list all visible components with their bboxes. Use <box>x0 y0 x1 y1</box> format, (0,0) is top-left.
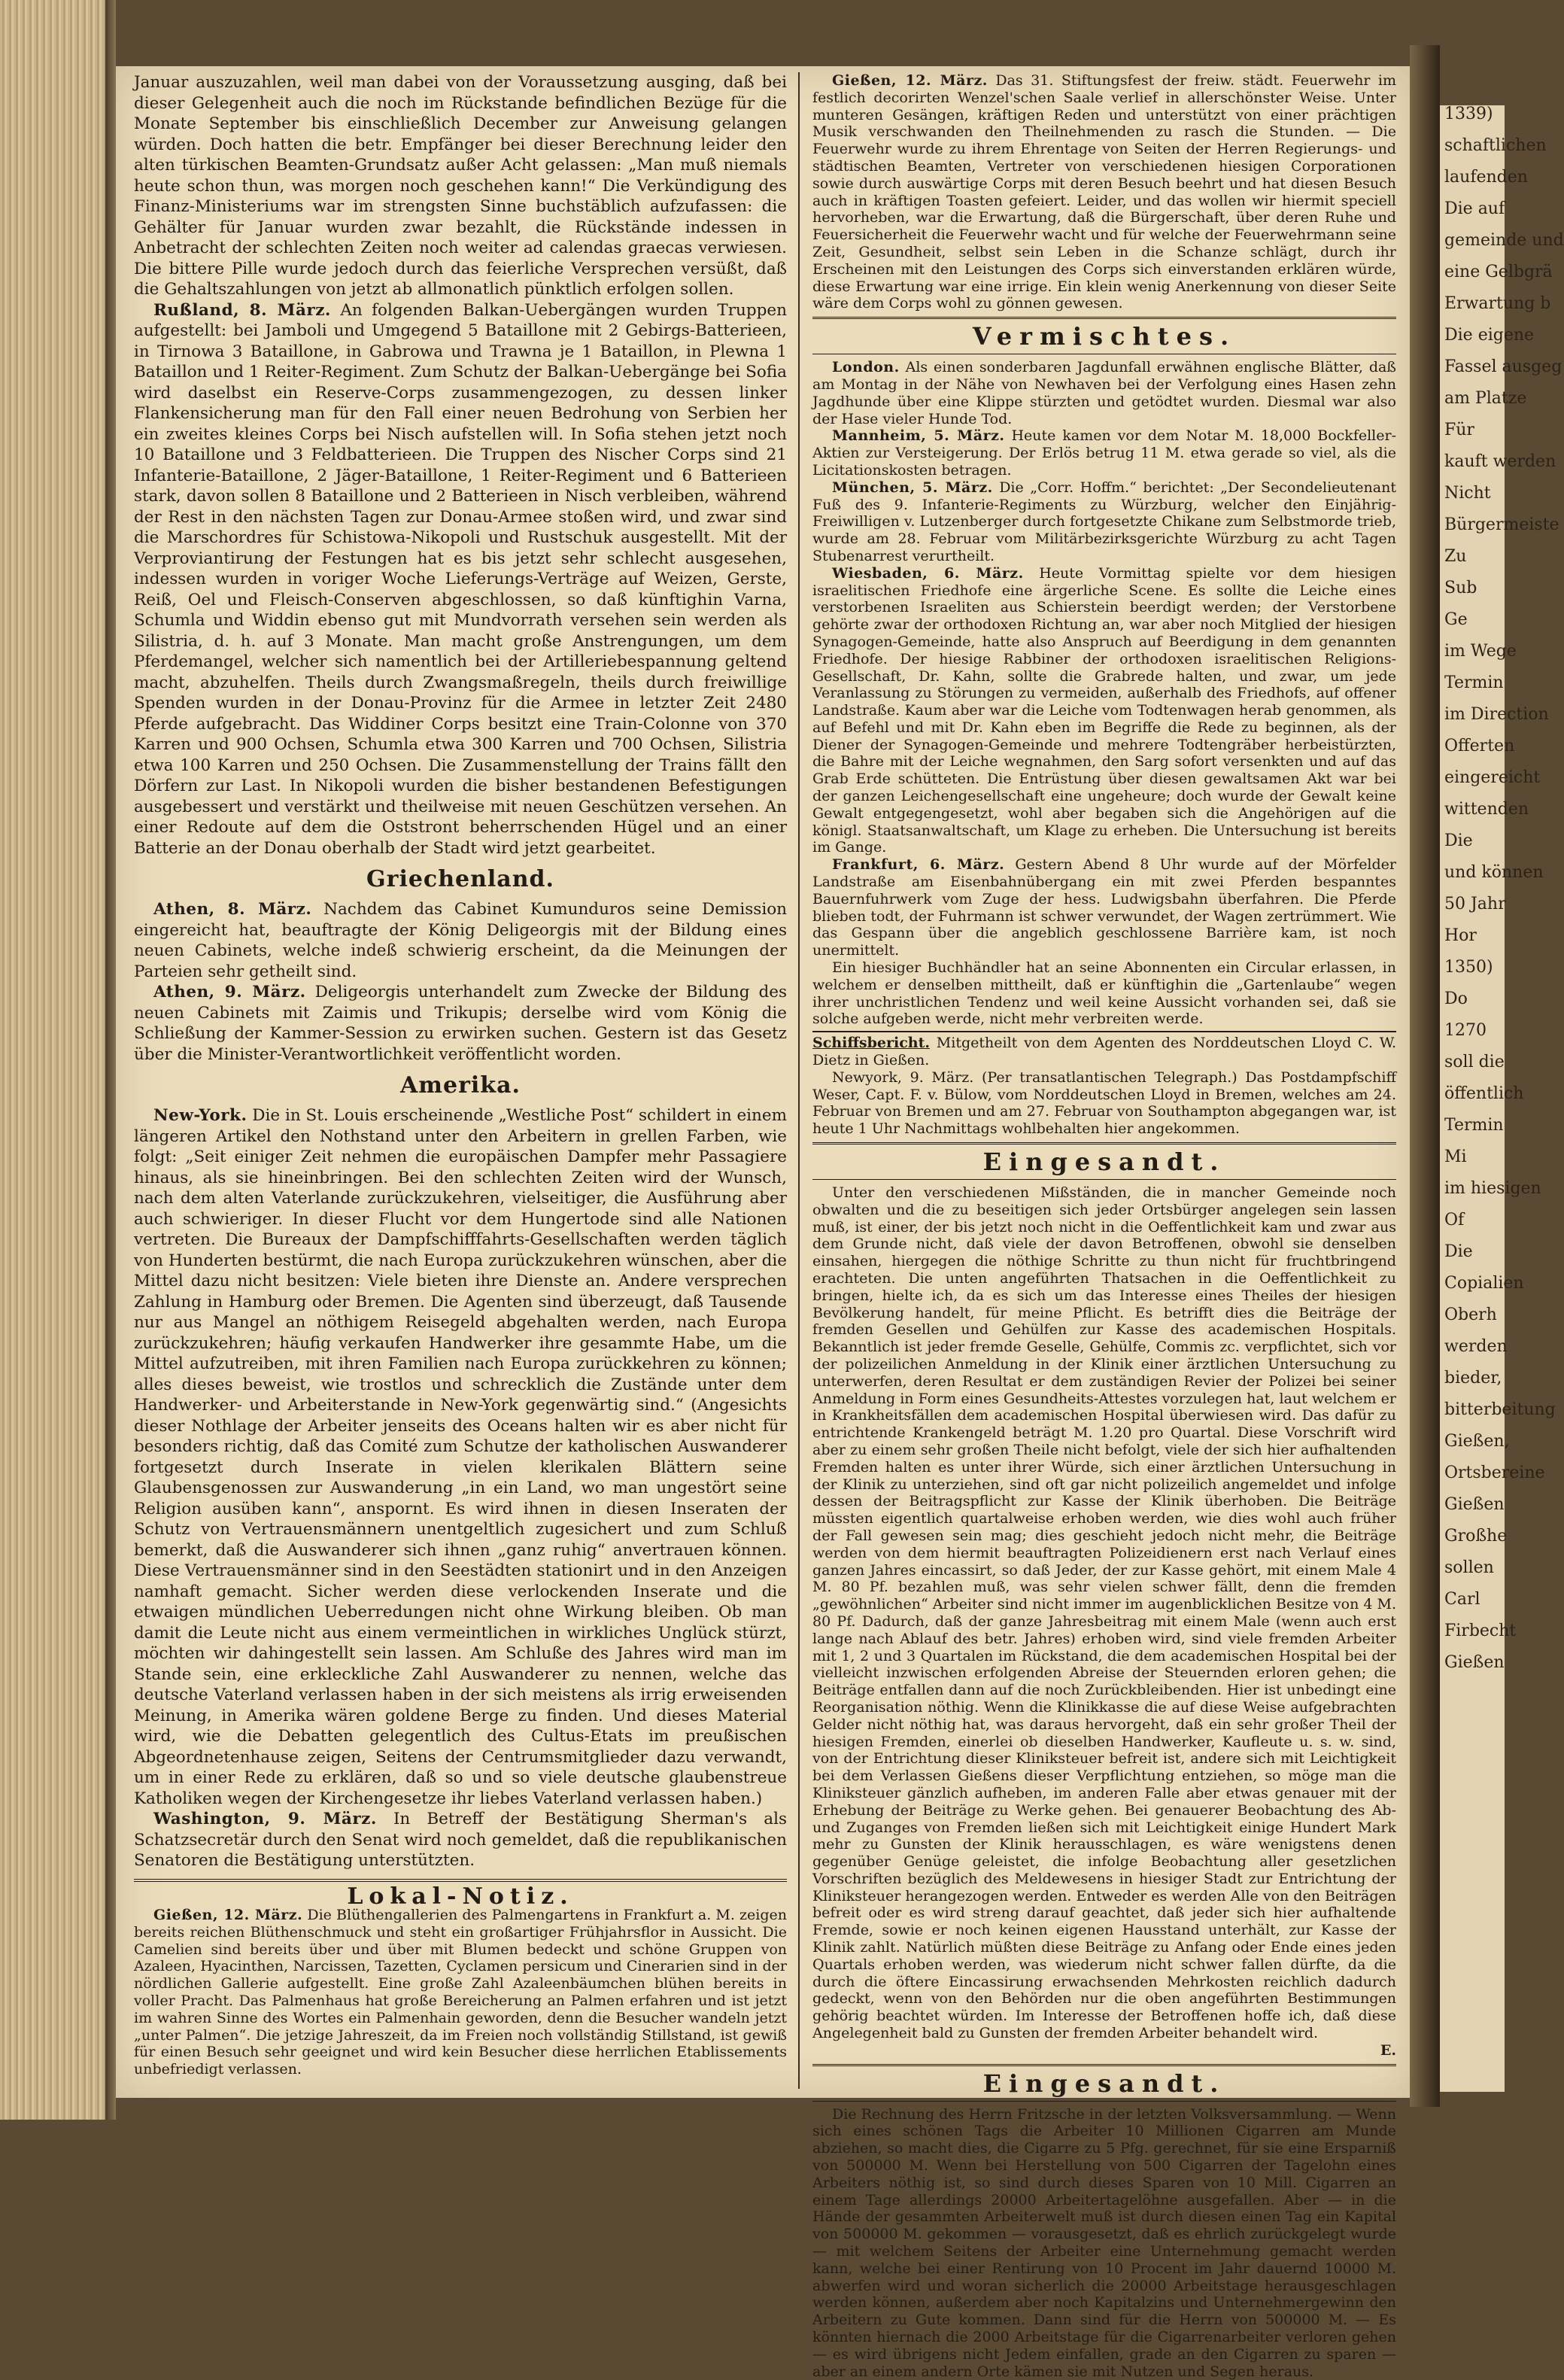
adjacent-page-fragment-text: Bürgermeiste <box>1444 515 1559 534</box>
article-washington <box>134 1809 787 1871</box>
adjacent-page-fragment-text: 50 Jahr <box>1444 895 1506 913</box>
text-frankfurt: Gestern Abend 8 Uhr wurde auf der Mörfelder Landstraße am Eisenbahnübergang ein mit zwei Pferden bespanntes Bauernfuhrwerk vom Zuge der hess. Ludwigsbahn überfahren. Die Pferde blieben todt, der Fuhrmann ist schwer verwundet, der Wagen zertrümmert. Wie das Gespann über die angeblich geschlossene Barrière kam, ist noch unermittelt. <box>812 856 1396 959</box>
adjacent-page-fragment-text: werden <box>1444 1337 1508 1356</box>
adjacent-page-fragment-text: Termin <box>1444 673 1504 692</box>
adjacent-page-fragment-text: kauft werden <box>1444 452 1556 471</box>
adjacent-page-fragment-text: Ge <box>1444 610 1468 629</box>
article-newyork <box>134 1105 787 1809</box>
text-giessen: Das 31. Stiftungsfest der freiw. städt. Feuerwehr im festlich decorirten Wenzel'schen Saale verlief in allerschönster Weise. Unter munteren Gesängen, kräftigen Reden und unterstützt von einer prächtigen Musik verschwanden den Theilnehmenden zu rasch die Stunden. — Die Feuerwehr wurde zu ihrem Ehrentage von Seiten der Herren Regierungs- und städtischen Beamten, Vertreter von verschiedenen hiesigen Corporationen sowie durch auswärtige Corps mit deren Besuch beehrt und hat diesen Besuch auch in kräftigen Toasten gefeiert. Leider, und das wollen wir hiermit speciell hervorheben, war die Erwartung, daß die Bürgerschaft, über deren Ruhe und Feuersicherheit die Feuerwehr wacht und für welche der Feuerwehrmann seine Zeit, Gesundheit, selbst sein Leben in die Schanze schlägt, durch ihr Erscheinen mit den Leistungen des Corps sich einverstanden erklären würde, diese Erwartung war eine irrige. Ein klein wenig Anerkennung von dieser Seite wäre dem Corps wohl zu gönnen gewesen. <box>812 72 1396 312</box>
adjacent-page-fragment-text: Die auf <box>1444 199 1505 218</box>
adjacent-page-fragment-text: Carl <box>1444 1590 1480 1609</box>
adjacent-page-fragment-text: Gießen <box>1444 1495 1505 1514</box>
text-newyork: Die in St. Louis erscheinende „Westliche Post“ schildert in einem längeren Artikel den Nothstand unter den Arbeitern in grellen Farben, wie folgt: „Seit einiger Zeit nehmen die europäischen Dampfer mehr Passagiere hinaus, als sie hineinbringen. Bei den schlechten Zeiten wird der Wunsch, nach dem alten Vaterlande zurückzukehren, vielseitiger, die Ausführung aber auch schwieriger. In dieser Flucht vor dem Hungertode sind alle Nationen vertreten. Die Bureaux der Dampfschifffahrts-Gesellschaften werden täglich von Hunderten bestürmt, die nach Europa zurückzukehren wünschen, aber die Mittel dazu nicht besitzen: Viele bieten ihre Dienste an. Andere versprechen Zahlung in Hamburg oder Bremen. Die Agenten sind überzeugt, daß Tausende nur aus Mangel an nöthigem Reisegeld abgehalten werden, nach Europa zurückzukehren; häufig verkaufen Handwerker ihre gesammte Habe, um die Mittel aufzutreiben, mit ihren Familien nach Europa zurückkehren zu können; alles dieses beweist, wie trostlos und schrecklich die Zustände unter dem Handwerker- und Arbeiterstande in New-York gegenwärtig sind.“ (Angesichts dieser Nothlage der Arbeiter jenseits des Oceans halten wir es aber nicht für besonders richtig, daß das Comité zum Schutze der katholischen Auswanderer fortgesetzt durch Inserate in vielen klerikalen Blättern seine Glaubensgenossen zur Auswanderung „in ein Land, wo man ungestört seine Religion ausüben kann“, anspornt. Es wird ihnen in diesen Inseraten der Schutz von Vertrauensmännern unentgeltlich zugesichert und zum Schluß bemerkt, daß die Auswanderer sich ihnen „ganz ruhig“ anvertrauen können. Diese Vertrauensmänner sind in den Seestädten stationirt und in den Anzeigen namhaft gemacht. Sicher werden diese verlockenden Inserate und die etwaigen mündlichen Ueberredungen nicht ohne Wirkung bleiben. Ob man damit die Leute nicht aus einem vermeintlichen in wirkliches Unglück stürzt, möchten wir dahingestellt sein lassen. Am Schluße des Jahres wird man im Stande sein, eine erkleckliche Zahl Auswanderer zu nennen, welche das deutsche Vaterland verlassen haben in der sich meistens als irrig erweisenden Meinung, in Amerika wären goldene Berge zu finden. Und dieses Material wird, wie die Debatten gelegentlich des Cultus-Etats im preußischen Abgeordnetenhause zeigen, Seitens der Centrumsmitglieder dazu verwandt, um in einer Rede zu erklären, daß so und so viele deutsche glaubenstreue Katholiken wegen der Kirchengesetze ihr liebes Vaterland verlassen haben.) <box>134 1106 787 1808</box>
adjacent-page-fragment-text: im hiesigen <box>1444 1179 1541 1198</box>
adjacent-page-fragment-text: sollen <box>1444 1558 1494 1577</box>
text-athen-2: Deligeorgis unterhandelt zum Zwecke der Bildung des neuen Cabinets mit Zaimis und Trikupis; derselbe wird vom König die Schließung der Kammer-Session zu erwirken suchen. Gestern ist das Gesetz über die Minister-Verantwortlichkeit veröffentlicht worden. <box>134 983 787 1064</box>
heading-lokal-notiz: Lokal-Notiz. <box>134 1879 787 1907</box>
article-frankfurt <box>812 856 1396 959</box>
adjacent-page-fragment-text: Großhe <box>1444 1527 1508 1546</box>
adjacent-page-fragment-text: Hor <box>1444 926 1477 945</box>
adjacent-page-fragment-text: 1339) <box>1444 105 1493 123</box>
adjacent-page-fragment-text: im Direction <box>1444 705 1549 724</box>
adjacent-page-fragment-text: 1270 <box>1444 1021 1487 1040</box>
schiffsbericht-intro: Mitgetheilt von dem Agenten des Norddeutschen Lloyd C. W. Dietz in Gießen. <box>812 1035 1396 1069</box>
heading-griechenland: Griechenland. <box>366 866 554 892</box>
article-lokal <box>134 1907 787 2078</box>
adjacent-page-fragment-text: bitterbeitung <box>1444 1400 1556 1419</box>
adjacent-page-fragment-text: Ortsbereine <box>1444 1464 1545 1482</box>
dateline-giessen: Gießen, 12. März. <box>832 72 988 89</box>
adjacent-page-fragment-text: Zu <box>1444 547 1467 566</box>
adjacent-page-fragment-text: Erwartung b <box>1444 294 1551 313</box>
dateline-athen-2: Athen, 9. März. <box>153 983 306 1002</box>
article-russland <box>134 300 787 859</box>
adjacent-page-fragment-text: Firbecht <box>1444 1622 1517 1640</box>
text-london: Als einen sonderbaren Jagdunfall erwähnen englische Blätter, daß am Montag in der Nähe von Newhaven bei der Verfolgung eines Hasen zehn Jagdhunde über eine Klippe stürzten und getödtet wurden. Diesmal war also der Hase vieler Hunde Tod. <box>812 359 1396 427</box>
adjacent-page-fragment-text: öffentlich <box>1444 1084 1524 1103</box>
dateline-london: London. <box>832 359 900 376</box>
adjacent-page-fragment-text: Die <box>1444 1242 1473 1261</box>
heading-vermischtes: Vermischtes. <box>812 317 1396 354</box>
adjacent-page-fragment-text: Termin <box>1444 1116 1504 1135</box>
adjacent-page-fragment-text: schaftlichen <box>1444 136 1547 155</box>
heading-eingesandt-1: Eingesandt. <box>812 1142 1396 1180</box>
adjacent-page-fragment-text: Fassel ausgeg <box>1444 357 1562 376</box>
adjacent-page-fragment-text: wittenden <box>1444 800 1529 819</box>
left-column <box>134 72 787 2078</box>
dateline-mannheim: Mannheim, 5. März. <box>832 427 1005 445</box>
adjacent-page-fragment-text: am Platze <box>1444 389 1527 408</box>
dateline-newyork: New-York. <box>153 1106 248 1125</box>
book-binding <box>0 0 105 2120</box>
adjacent-page-fragment-text: Gießen <box>1444 1653 1505 1672</box>
text-wiesbaden: Heute Vormittag spielte vor dem hiesigen israelitischen Friedhofe eine ärgerliche Scene. Es sollte die Leiche eines verstorbenen Israeliten aus Schierstein beerdigt werden; der Verstorbene gehörte zwar der orthodoxen Richtung an, war aber noch Mitglied der hiesigen Synagogen-Gemeinde, hatte also Anspruch auf Beerdigung in dem genannten Friedhofe. Der hiesige Rabbiner der orthodoxen israelitischen Religions-Gesellschaft, Dr. Kahn, sollte die Grabrede halten, und zwar, um jede Veranlassung zu Störungen zu vermeiden, außerhalb des Friedhofs, auf offener Landstraße. Kaum aber war die Leiche vom Todtenwagen herab genommen, als auf Befehl und mit Dr. Kahn eben im Begriffe die Rede zu beginnen, als der Diener der Synagogen-Gemeinde und mehrere Todtengräber herbeistürzten, die Bahre mit der Leiche wegnahmen, den Sarg sofort versenkten und auf das Grab Erde schütteten. Die Entrüstung über diesen gewaltsamen Akt war bei der ganzen Leichengesellschaft eine ungeheure; doch wurde der Gewalt keine Gewalt entgegengesetzt, wohl aber begaben sich die Angehörigen auf die königl. Staatsanwaltschaft, um Klage zu erheben. Die Untersuchung ist bereits im Gange. <box>812 564 1396 856</box>
adjacent-page-fragment-text: Oberh <box>1444 1306 1497 1324</box>
column-rule <box>798 72 800 2089</box>
dateline-washington: Washington, 9. März. <box>153 1810 377 1828</box>
text-washington: In Betreff der Bestätigung Sherman's als Schatzsecretär durch den Senat wird noch gemeldet, daß die republikanischen Senatoren die Bestätigung unterstützten. <box>134 1810 787 1870</box>
adjacent-page-fragment-text: und können <box>1444 863 1544 882</box>
text-eingesandt-2: Die Rechnung des Herrn Fritzsche in der letzten Volksversammlung. — Wenn sich eines schönen Tags die Arbeiter 10 Millionen Cigarren am Munde abziehen, so macht dies, die Cigarre zu 5 Pfg. gerechnet, für sie eine Ersparniß von 500000 M. Wenn bei Herstellung von 500 Cigarren der Tagelohn eines Arbeiters nöthig ist, so sind durch dieses Sparen von 10 Mill. Cigarren an einem Tage allerdings 20000 Arbeitertagelöhne ausgefallen. Aber — in die Hände der gesammten Arbeiterwelt muß ist durch diesen einen Tag ein Kapital von 500000 M. gekommen — vorausgesetzt, daß es ehrlich zurückgelegt wurde — mit welchem Seitens der Arbeiter eine Unternehmung gemacht werden kann, welche bei einer Rentirung von 10 Procent im Jahr dauernd 10000 M. abwerfen wird und woran sicherlich die 20000 Arbeitstage herausgeschlagen werden können, außerdem aber noch Kapitalzins und Unternehmergewinn den Arbeitern zu Gute kommen. Dann sind für die Herrn von 500000 M. — Es könnten hiernach die 2000 Arbeitstage für die Cigarrenarbeiter verloren gehen — es wird übrigens nicht Jedem einfallen, grade an den Cigarren zu sparen — aber an einem andern Orte kämen sie mit Nutzen und Segen heraus. <box>812 2105 1396 2380</box>
adjacent-page-fragment-text: Do <box>1444 989 1468 1008</box>
text-eingesandt-1: Unter den verschiedenen Mißständen, die in mancher Gemeinde noch obwalten und die zu beseitigen sich jeder Ortsbürger angelegen sein lassen muß, ist einer, der bis jetzt noch nicht in die Oeffentlichkeit kam und zwar aus dem Grunde nicht, daß viele der davon Betroffenen, obwohl sie denselben einsahen, hiergegen die nöthige Schritte zu thun nicht für fruchtbringend erachteten. Die unten angeführten Thatsachen in die Oeffentlichkeit zu bringen, hielte ich, da es sich um das Interesse eines Theiles der hiesigen Bevölkerung handelt, für meine Pflicht. Es betrifft dies die Beiträge der fremden Gesellen und Gehülfen zur Kasse des academischen Hospitals. Bekanntlich ist jeder fremde Geselle, Gehülfe, Commis zc. verpflichtet, sich vor der polizeilichen Anmeldung in der Klinik einer ärztlichen Untersuchung zu unterwerfen, deren Resultat er dem zuständigen Revier der Polizei bei seiner Anmeldung in Form eines Gesundheits-Attestes vorzulegen hat, laut welchem er in Krankheitsfällen dem academischen Hospital überwiesen wird. Das dafür zu entrichtende Krankengeld beträgt M. 1.20 pro Quartal. Diese Vorschrift wird aber zu einem sehr großen Theile nicht befolgt, viele der sich hier aufhaltenden Fremden halten es unter ihrer Würde, sich einer ärztlichen Untersuchung in der Klinik zu unterziehen, sind oft gar nicht polizeilich angemeldet und infolge dessen der Beitragspflicht zur Kasse der Klinik überhoben. Die Beiträge müssten eigentlich quartalweise erhoben werden, wie dies wohl auch früher der Fall gewesen sein mag; dies geschieht jedoch nicht mehr, die Beiträge werden von dem hiermit beauftragten Polizeidienern erst nach Verlauf eines ganzen Jahres eincassirt, so daß Jeder, der zur Kasse gehört, mit einem Male 4 M. 80 Pf. bezahlen muß, was sehr vielen schwer fällt, denn die fremden „gewöhnlichen“ Arbeiter sind nicht immer im augenblicklichen Besitze von 4 M. 80 Pf. Dadurch, daß der ganze Jahresbeitrag mit einem Male (wenn auch erst lange nach Ablauf des betr. Jahres) erhoben wird, sind viele fremden Arbeiter mit 1, 2 und 3 Quartalen im Rückstand, die dem academischen Hospital bei der vielleicht inzwischen erfolgenden Abreise der Steuernden erloren gehen; die Beiträge entfallen dann auf die noch Zurückbleibenden. Hier ist unbedingt eine Reorganisation nöthig. Wenn die Klinikkasse die auf diese Weise aufgebrachten Gelder nicht nöthig hat, was daraus hervorgeht, daß ein sehr großer Theil der hiesigen Fremden, einerlei ob dieselben Handwerker, Kaufleute u. s. w. sind, von der Entrichtung dieser Kliniksteuer befreit ist, andere sich mit Leichtigkeit bei dem Verlassen Gießens dieser Verpflichtung entziehen, so möge man die Kliniksteuer gänzlich aufheben, im anderen Falle aber etwas genauer mit der Erhebung der Beiträge zu Werke gehen. Bei genauerer Beobachtung des Ab- und Zuganges von Fremden ließen sich mit Leichtigkeit einige Hundert Mark mehr zu Gunsten der Klinik herausschlagen, es wäre wenigstens denen gegenüber Genüge geleistet, die infolge Beobachtung aller gesetzlichen Vorschriften bezüglich des Meldewesens in hiesiger Stadt zur Entrichtung der Kliniksteuer herangezogen werden. Entweder es werden Alle von den Beiträgen befreit oder es wird streng darauf geachtet, daß jeder sich hier aufhaltende Fremde, sowie er noch keinen eigenen Hausstand unterhält, zur Kasse der Klinik zahlt. Natürlich müßten diese Beiträge zu Anfang oder Ende eines jeden Quartals erhoben werden, was wiederum nicht schwer fallen dürfte, da die durch die öftere Eincassirung erwachsenden Mehrkosten reichlich dadurch gedeckt, wenn von den Behörden nur die oben angeführten Bestimmungen gehörig beachtet würden. Im Interesse der Betroffenen hoffe ich, daß diese Angelegenheit bald zu Gunsten der fremden Arbeiter behandelt wird. <box>812 1184 1396 2042</box>
adjacent-page-fragment-text: Copialien <box>1444 1274 1524 1293</box>
intro-paragraph: Januar auszuzahlen, weil man dabei von der Voraussetzung ausging, daß bei dieser Gelegenheit auch die noch im Rückstande befindlichen Bezüge für die Monate September bis einschließlich December zur Anweisung gelangen würden. Doch hatten die betr. Empfänger bei dieser Berechnung leider den alten türkischen Beamten-Grundsatz außer Acht gelassen: „Man muß niemals heute schon thun, was morgen noch geschehen kann!“ Die Verkündigung des Finanz-Ministeriums war im strengsten Sinne buchstäblich aufzufassen: die Gehälter für Januar wurden zwar bezahlt, die Rückstände indessen in Anbetracht der schlechten Zeiten noch weiter ad calendas graecas verwiesen. Die bittere Pille wurde jedoch durch das feierliche Versprechen versüßt, daß die Gehaltszahlungen von jetzt ab allmonatlich pünktlich erfolgen sollen. <box>134 73 787 299</box>
article-giessen-feuerwehr <box>812 72 1396 312</box>
schiffsbericht <box>812 1031 1396 1069</box>
text-muenchen: Die „Corr. Hoffm.“ berichtet: „Der Secondelieutenant Fuß des 9. Infanterie-Regiments zu Würzburg, welcher den Einjährig-Freiwilligen v. Lutzenberger durch fortgesetzte Chikane zum Selbstmorde trieb, wurde am 28. Februar vom Militärbezirksgerichte Würzburg zu acht Tagen Stubenarrest verurtheilt. <box>812 479 1396 564</box>
adjacent-page-fragment-text: Sub <box>1444 579 1477 597</box>
dateline-russland: Rußland, 8. März. <box>153 300 331 320</box>
dateline-athen-1: Athen, 8. März. <box>153 900 312 919</box>
adjacent-page-fragment-text: Die eigene <box>1444 326 1535 345</box>
dateline-wiesbaden: Wiesbaden, 6. März. <box>832 564 1024 582</box>
heading-eingesandt-2: Eingesandt. <box>812 2064 1396 2102</box>
heading-schiffsbericht: Schiffsbericht. <box>812 1035 930 1052</box>
dateline-frankfurt: Frankfurt, 6. März. <box>832 856 1005 874</box>
adjacent-page-fragment-text: eine Gelbgrä <box>1444 263 1553 281</box>
article-wiesbaden <box>812 565 1396 857</box>
heading-amerika: Amerika. <box>400 1072 521 1099</box>
adjacent-page-fragment-text: Gießen, <box>1444 1432 1510 1451</box>
adjacent-page-fragment-text: Mi <box>1444 1147 1467 1166</box>
text-athen-1: Nachdem das Cabinet Kumunduros seine Demission eingereicht hat, beauftragte der König Deligeorgis mit der Bildung eines neuen Cabinets, welche indeß schwierig erscheint, da die Meinungen der Parteien sehr getheilt sind. <box>134 900 787 981</box>
binding-shadow <box>105 0 116 2120</box>
article-athen-1 <box>134 899 787 982</box>
adjacent-page-fragment-text: bieder, <box>1444 1369 1502 1388</box>
adjacent-page-fragment-text: laufenden <box>1444 168 1528 187</box>
adjacent-page-fragment-text: Für <box>1444 421 1474 439</box>
adjacent-page-fragment-text: soll die <box>1444 1053 1505 1071</box>
article-buchhaendler: Ein hiesiger Buchhändler hat an seine Abonnenten ein Circular erlassen, in welchem er denselben mittheilt, daß er künftighin die „Gartenlaube“ wegen ihrer unchristlichen Tendenz und weil keine Aussicht vorhanden sei, daß sie solche aufgeben werde, nicht mehr verbreiten werde. <box>812 959 1396 1028</box>
adjacent-page-fragment-text: Nicht <box>1444 484 1491 503</box>
text-russland: An folgenden Balkan-Uebergängen wurden Truppen aufgestellt: bei Jamboli und Umgegend 5 Bataillone mit 2 Gebirgs-Batterieen, in Tirnowa 3 Bataillone, in Gabrowa und Trawna je 1 Bataillon, in Plewna 1 Bataillon und 1 Reiter-Regiment. Zum Schutz der Balkan-Uebergänge bei Sofia wird daselbst ein Reserve-Corps zusammengezogen, zu dessen linker Flankensicherung man für den Fall einer neuen Bedrohung von Serbien her ein zweites kleines Corps bei Nisch aufstellen will. In Sofia stehen jetzt noch 10 Bataillone und 3 Feldbatterieen. Die Truppen des Nischer Corps sind 21 Infanterie-Bataillone, 2 Jäger-Bataillone, 1 Reiter-Regiment und 6 Batterieen stark, davon sollen 8 Bataillone und 2 Batterieen in Nisch verbleiben, während der Rest in den nächsten Tagen zur Donau-Armee stoßen wird, und zwar sind die Marschordres für Schistowa-Nikopoli und Rustschuk ausgestellt. Mit der Verproviantirung der Festungen hat es bis jetzt sehr schlecht ausgesehen, indessen wurden in voriger Woche Lieferungs-Verträge auf Weizen, Gerste, Reiß, Oel und Fleisch-Conserven abgeschlossen, so daß künftighin Varna, Schumla und Widdin ebenso gut mit Mundvorrath versehen sein werden als Silistria, d. h. auf 3 Monate. Man macht große Anstrengungen, um dem Pferdemangel, welcher sich namentlich bei der Artilleriebespannung geltend macht, abzuhelfen. Theils durch Zwangsmaßregeln, theils durch freiwillige Spenden wurden in der Donau-Provinz für die Armee in letzter Zeit 2480 Pferde aufgebracht. Das Widdiner Corps besitzt eine Train-Colonne von 370 Karren und 900 Ochsen, Schumla etwa 300 Karren und 700 Ochsen, Silistria etwa 100 Karren und 250 Ochsen. Die Zusammenstellung der Trains fällt den Dörfern zur Last. In Nikopoli wurden die bisher bestandenen Befestigungen ausgebessert und verstärkt und theilweise mit neuen Geschützen versehen. An einer Redoute auf dem die Oststront beherrschenden Hügel und an einer Batterie an der Donau oberhalb der Stadt wird jetzt gearbeitet. <box>134 300 787 858</box>
adjacent-page-fragment-text: 1350) <box>1444 958 1493 977</box>
adjacent-page-fragment-text: Offerten <box>1444 737 1515 755</box>
right-column <box>812 72 1396 2380</box>
text-mannheim: Heute kamen vor dem Notar M. 18,000 Bockfeller-Aktien zur Versteigerung. Der Erlös betrug 11 M. etwa gerade so viel, als die Licitationskosten betragen. <box>812 427 1396 479</box>
article-mannheim <box>812 427 1396 479</box>
signature-eingesandt-1: E. <box>1380 2041 1396 2059</box>
text-lokal: Die Blüthengallerien des Palmengartens in Frankfurt a. M. zeigen bereits reichen Blüthenschmuck und steht ein großartiger Frühjahrsflor in Aussicht. Die Camelien sind bereits über und über mit Blumen bedeckt und schöne Gruppen von Azaleen, Hyacinthen, Narcissen, Tazetten, Cyclamen persicum und Cinerarien sind in der nördlichen Gallerie aufgestellt. Eine große Zahl Azaleenbäumchen blühen bereits in voller Pracht. Das Palmenhaus hat große Bereicherung an Palmen erfahren und ist jetzt im wahren Sinne des Wortes ein Palmenhain geworden, denn die Besucher wandeln jetzt „unter Palmen“. Die jetzige Jahreszeit, da im Freien noch vollständig Stillstand, ist gewiß für einen Besuch sehr geeignet und wird kein Besucher diese herrlichen Etablissements unbefriedigt verlassen. <box>134 1907 788 2078</box>
adjacent-page-fragment <box>1440 105 1564 2092</box>
schiffsbericht-text: Newyork, 9. März. (Per transatlantischen Telegraph.) Das Postdampfschiff Weser, Capt. F. v. Bülow, vom Norddeutschen Lloyd in Bremen, welches am 24. Februar von Bremen und am 27. Februar von Southampton abgegangen war, ist heute 1 Uhr Nachmittags wohlbehalten hier angekommen. <box>812 1068 1396 1138</box>
adjacent-page-fragment-text: Die <box>1444 831 1473 850</box>
dateline-lokal: Gießen, 12. März. <box>153 1907 303 1923</box>
adjacent-page-fragment-text: Of <box>1444 1211 1465 1230</box>
page-gutter <box>1410 45 1440 2107</box>
article-london <box>812 359 1396 427</box>
article-athen-2 <box>134 982 787 1065</box>
adjacent-page-fragment-text: eingereicht <box>1444 768 1541 787</box>
dateline-muenchen: München, 5. März. <box>832 479 993 496</box>
adjacent-page-fragment-text: gemeinde und <box>1444 231 1564 250</box>
article-muenchen <box>812 479 1396 565</box>
adjacent-page-fragment-text: im Wege <box>1444 642 1517 661</box>
